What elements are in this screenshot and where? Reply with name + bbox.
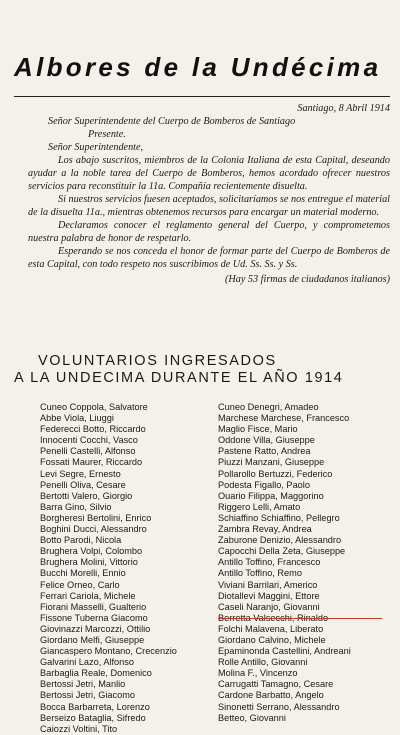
volunteer-name: Botto Parodi, Nicola xyxy=(40,535,122,546)
volunteer-name: Bertossi Jetri, Giacomo xyxy=(40,690,135,701)
volunteer-name: Giordano Melfi, Giuseppe xyxy=(40,634,145,645)
volunteer-name: Schiaffino Schiaffino, Pellegro xyxy=(218,512,340,523)
heading-line-1: VOLUNTARIOS INGRESADOS xyxy=(38,353,277,369)
volunteer-name: Epaminonda Castellini, Andreani xyxy=(218,646,351,657)
volunteer-name: Levi Segre, Ernesto xyxy=(40,468,121,479)
volunteer-name: Felice Orneo, Carlo xyxy=(40,579,120,590)
volunteer-name: Carrugatti Tamagno, Cesare xyxy=(218,679,334,690)
letter xyxy=(28,102,390,286)
volunteer-name: Berretta Valsecchi, Rinaldo xyxy=(218,612,329,623)
volunteer-name: Galvarini Lazo, Alfonso xyxy=(40,657,134,668)
letter-paragraph-1: Los abajo suscritos, miembros de la Colonia Italiana de esta Capital, deseando ayudar a la noble tarea del Cuerpo de Bomberos, hemos acordado ofrecer nuestros servicios para reconstituir la 11a. Compañía recientemente disuelta. xyxy=(28,155,390,192)
volunteer-name: Barra Gino, Silvio xyxy=(40,501,112,512)
letter-date: Santiago, 8 Abril 1914 xyxy=(297,103,390,114)
volunteer-list-right xyxy=(218,402,398,724)
volunteer-name: Fissone Tuberna Giacomo xyxy=(40,612,148,623)
volunteer-name: Bucchi Morelli, Ennio xyxy=(40,568,126,579)
volunteer-name: Penelli Oliva, Cesare xyxy=(40,479,126,490)
volunteer-name: Antillo Toffino, Francesco xyxy=(218,557,321,568)
volunteer-list-left xyxy=(40,402,210,735)
volunteer-name: Abbe Viola, Liuggi xyxy=(40,413,114,424)
volunteer-name: Brughera Volpi, Colombo xyxy=(40,546,143,557)
volunteer-name: Diotallevi Maggini, Ettore xyxy=(218,590,320,601)
volunteer-name: Maglio Fisce, Mario xyxy=(218,424,298,435)
letter-paragraph-2: Si nuestros servicios fuesen aceptados, solicitaríamos se nos entregue el material de la disuelta 11a., mientras obtenemos recursos para encargar un material moderno. xyxy=(28,194,390,218)
page-title: Albores de la Undécima xyxy=(14,52,382,82)
heading-line-2: A LA UNDECIMA DURANTE EL AÑO 1914 xyxy=(14,370,344,386)
volunteer-name: Riggero Lelli, Amato xyxy=(218,501,301,512)
volunteer-name: Molina F., Vincenzo xyxy=(218,668,298,679)
volunteer-name: Giovinazzi Marcozzi, Ottilio xyxy=(40,623,151,634)
volunteer-name: Cardone Barbatto, Angelo xyxy=(218,690,324,701)
volunteer-name: Ferrari Cariola, Michele xyxy=(40,590,136,601)
highlight-underline xyxy=(218,618,382,619)
volunteer-name: Piuzzi Manzani, Giuseppe xyxy=(218,457,325,468)
volunteer-name: Pollarollo Bertuzzi, Federico xyxy=(218,468,333,479)
volunteer-name: Oddone Villa, Giuseppe xyxy=(218,435,315,446)
volunteer-name: Betteo, Giovanni xyxy=(218,712,286,723)
volunteer-name: Berseizo Bataglia, Sifredo xyxy=(40,712,146,723)
letter-paragraph-4: Esperando se nos conceda el honor de formar parte del Cuerpo de Bomberos de esta Capital, con todo respeto nos suscribimos de Ud. Ss. Ss. y Ss. xyxy=(28,246,390,270)
volunteer-name: Marchese Marchese, Francesco xyxy=(218,413,350,424)
volunteer-name: Podesta Figallo, Paolo xyxy=(218,479,310,490)
volunteers-heading xyxy=(14,353,394,387)
volunteer-name: Barbaglia Reale, Domenico xyxy=(40,668,152,679)
volunteer-name: Bertossi Jetri, Manlio xyxy=(40,679,126,690)
volunteer-name: Brughera Molini, Vittorio xyxy=(40,557,138,568)
volunteer-name: Fiorani Masselli, Gualterio xyxy=(40,601,147,612)
volunteer-name: Viviani Barrilari, Americo xyxy=(218,579,318,590)
volunteer-name: Sinonetti Serrano, Alessandro xyxy=(218,701,340,712)
volunteer-name: Giordano Calvino, Michele xyxy=(218,634,326,645)
title-rule xyxy=(14,96,390,97)
volunteer-name: Cuneo Denegri, Amadeo xyxy=(218,402,319,412)
volunteer-name: Penelli Castelli, Alfonso xyxy=(40,446,136,457)
volunteer-name: Innocenti Cocchi, Vasco xyxy=(40,435,138,446)
volunteer-name: Borgheresi Bertolini, Enrico xyxy=(40,512,152,523)
volunteer-name: Cuneo Coppola, Salvatore xyxy=(40,402,148,412)
volunteer-name: Capocchi Della Zeta, Giuseppe xyxy=(218,546,346,557)
volunteer-name: Bertotti Valero, Giorgio xyxy=(40,490,133,501)
letter-present: Presente. xyxy=(88,129,126,140)
letter-salutation: Señor Superintendente, xyxy=(48,142,144,153)
letter-addressee: Señor Superintendente del Cuerpo de Bomberos de Santiago xyxy=(48,116,296,127)
volunteer-name: Zaburone Denizio, Alessandro xyxy=(218,535,342,546)
volunteer-name: Bocca Barbarreta, Lorenzo xyxy=(40,701,150,712)
volunteer-name: Caseli Naranjo, Giovanni xyxy=(218,601,320,612)
volunteer-name: Pastene Ratto, Andrea xyxy=(218,446,311,457)
signatures-note: (Hay 53 firmas de ciudadanos italianos) xyxy=(225,274,390,285)
volunteer-name: Federecci Botto, Riccardo xyxy=(40,424,146,435)
volunteer-name: Fossati Maurer, Riccardo xyxy=(40,457,143,468)
letter-paragraph-3: Declaramos conocer el reglamento general del Cuerpo, y comprometemos nuestra palabra de honor de respetarlo. xyxy=(28,220,390,244)
volunteer-name: Ouario Filippa, Maggorino xyxy=(218,490,324,501)
volunteer-name: Caiozzi Voltini, Tito xyxy=(40,723,118,734)
volunteer-name: Giancaspero Montano, Crecenzio xyxy=(40,646,177,657)
volunteer-name: Antillo Toffino, Remo xyxy=(218,568,302,579)
volunteer-name: Zambra Revay, Andrea xyxy=(218,524,312,535)
volunteer-name: Rolle Antillo, Giovanni xyxy=(218,657,308,668)
volunteer-name: Boghini Ducci, Alessandro xyxy=(40,524,147,535)
volunteer-name: Folchi Malavena, Liberato xyxy=(218,623,324,634)
